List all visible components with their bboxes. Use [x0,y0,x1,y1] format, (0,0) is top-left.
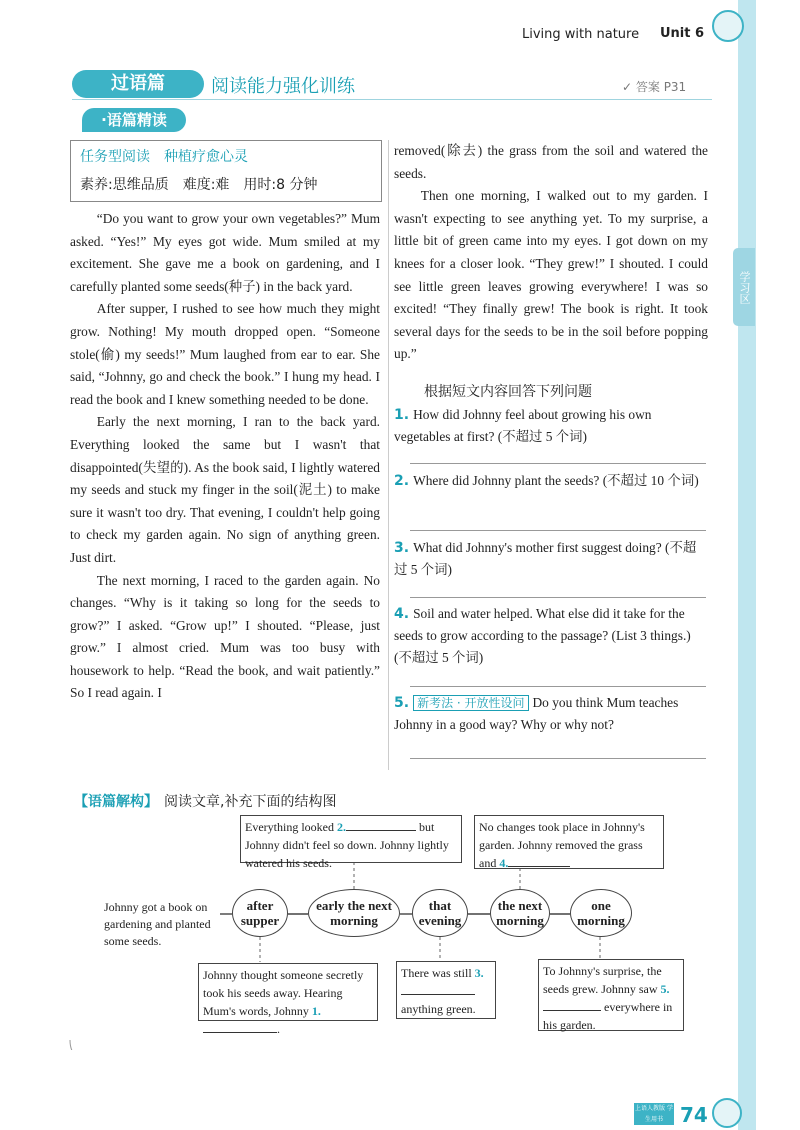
blank-number: 3. [474,966,484,980]
blank-number: 5. [660,982,670,996]
new-format-tag: 新考法 · 开放性设问 [413,695,528,711]
passage-paragraph: removed(除去) the grass from the soil and watered the seeds. [394,143,708,181]
structure-instruction: 阅读文章,补充下面的结构图 [164,794,337,810]
box-the-next-morning [474,815,664,869]
passage-right-column [394,140,708,366]
passage-paragraph: Early the next morning, I ran to the back yard. Everything looked the same but I wasn't that disappointed(失望的). As the book said, I lightly watered my seeds and stuck my finger in the soil(泥土) to make sure it wasn't too dry. That evening, I couldn't help going to check my garden again. No sign of anything green. Just dirt. [70,414,380,565]
blank-1[interactable] [203,1032,277,1033]
answer-line-3[interactable] [410,597,706,598]
box-text: Johnny thought someone secretly took his seeds away. Hearing Mum's words, Johnny [203,968,364,1018]
questions-intro: 根据短文内容回答下列问题 [424,384,592,400]
question-1 [394,404,706,448]
box-text: anything green. [401,1002,476,1016]
banner-title: 阅读能力强化训练 [211,76,355,97]
stage-early-next-morning: early the next morning [308,889,400,937]
question-number: 2. [394,473,410,489]
structure-start: Johnny got a book on gardening and planted some seeds. [104,900,211,948]
answer-line-4[interactable] [410,686,706,687]
box-text: everywhere in his garden. [543,1000,673,1032]
structure-heading [74,791,336,811]
structure-tag: 【语篇解构】 [74,794,158,810]
question-text: What did Johnny's mother first suggest doing? (不超过 5 个词) [394,540,697,577]
stage-one-morning: one morning [570,889,632,937]
answer-line-2[interactable] [410,530,706,531]
box-text: but Johnny didn't feel so down. Johnny lightly watered his seeds. [245,820,449,870]
column-divider [388,140,389,770]
blank-4[interactable] [508,866,570,867]
answer-reference-text: 答案 P31 [635,80,687,94]
question-text: How did Johnny feel about growing his own vegetables at first? (不超过 5 个词) [394,407,652,444]
stage-after-supper: after supper [232,889,288,937]
header-unit: Unit 6 [660,26,705,41]
banner-badge: 过语篇 [72,70,204,98]
box-that-evening [396,961,496,1019]
task-meta: 素养:思维品质 难度:难 用时:8 分钟 [80,177,318,193]
passage-paragraph: Then one morning, I walked out to my garden. I wasn't expecting to see anything yet. To my surprise, a little bit of green came into my eyes. I got down on my knees for a closer look. “They grew!” I shouted. I could see little green leaves growing everywhere! I was so excited! “They finally grew! The book is right. It took several days for the seeds to be in the soil before popping up.” [394,188,708,362]
check-icon: ✓ [622,80,636,94]
passage-left-column [70,208,380,705]
answer-reference [622,78,686,95]
question-number: 1. [394,407,410,423]
question-2 [394,470,706,492]
box-one-morning [538,959,684,1031]
blank-5[interactable] [543,1010,601,1011]
question-3 [394,537,706,581]
question-number: 4. [394,606,410,622]
mascot-icon [712,10,744,42]
question-text: Do you think Mum teaches Johnny in a good way? Why or why not? [394,695,679,732]
stage-the-next-morning: the next morning [490,889,550,937]
question-4 [394,603,706,669]
header-topic: Living with nature [522,27,640,42]
footer-tag: 上语人教版 学生用书 [635,1105,673,1123]
box-text: There was still [401,966,475,980]
answer-line-1[interactable] [410,463,706,464]
box-early-next-morning [240,815,462,870]
question-text: Soil and water helped. What else did it take for the seeds to grow according to the passage? (List 3 things.) (不超过 5 个词) [394,606,691,665]
blank-number: 2. [336,820,346,834]
blank-3[interactable] [401,994,475,995]
task-title: 任务型阅读 种植疗愈心灵 [80,149,248,165]
box-after-supper [198,963,378,1036]
question-5 [394,692,706,736]
question-number: 5. [394,695,410,711]
box-text: . [277,1022,280,1036]
blank-number: 4. [499,856,509,870]
banner-divider [72,99,712,100]
stage-that-evening: that evening [412,889,468,937]
answer-line-5[interactable] [410,758,706,759]
blank-number: 1. [311,1004,321,1018]
box-text: No changes took place in Johnny's garden. Johnny removed the grass and [479,820,645,870]
blank-2[interactable] [346,830,416,831]
right-decor-band [738,0,756,1130]
box-text: To Johnny's surprise, the seeds grew. Johnny saw [543,964,662,996]
question-number: 3. [394,540,410,556]
passage-paragraph: The next morning, I raced to the garden again. No changes. “Why is it taking so long for the seeds to grow?” I asked. “Grow up!” I shouted. “Please, just grow.” I almost cried. Mum was too busy with housework to help. “Read the book, and wait patiently.” So I read again. I [70,572,380,701]
page-number: 74 [680,1103,708,1127]
section-badge: ·语篇精读 [82,108,186,132]
passage-paragraph: “Do you want to grow your own vegetables?” Mum asked. “Yes!” My eyes got wide. Mum smiled at my excitement. She gave me a book on gardening, and I carefully planted some seeds(种子) in the back yard. [70,211,380,294]
side-tab: 学习区 [733,248,755,326]
question-text: Where did Johnny plant the seeds? (不超过 10 个词) [413,473,699,488]
passage-paragraph: After supper, I rushed to see how much they might grow. Nothing! My mouth dropped open. “Someone stole(偷) my seeds!” Mum laughed from ear to ear. She said, “Johnny, go and check the book.” I hung my head. I read the book and I knew something needed to be done. [70,301,380,407]
box-text: Everything looked [245,820,337,834]
mascot-footer-icon [712,1098,742,1128]
